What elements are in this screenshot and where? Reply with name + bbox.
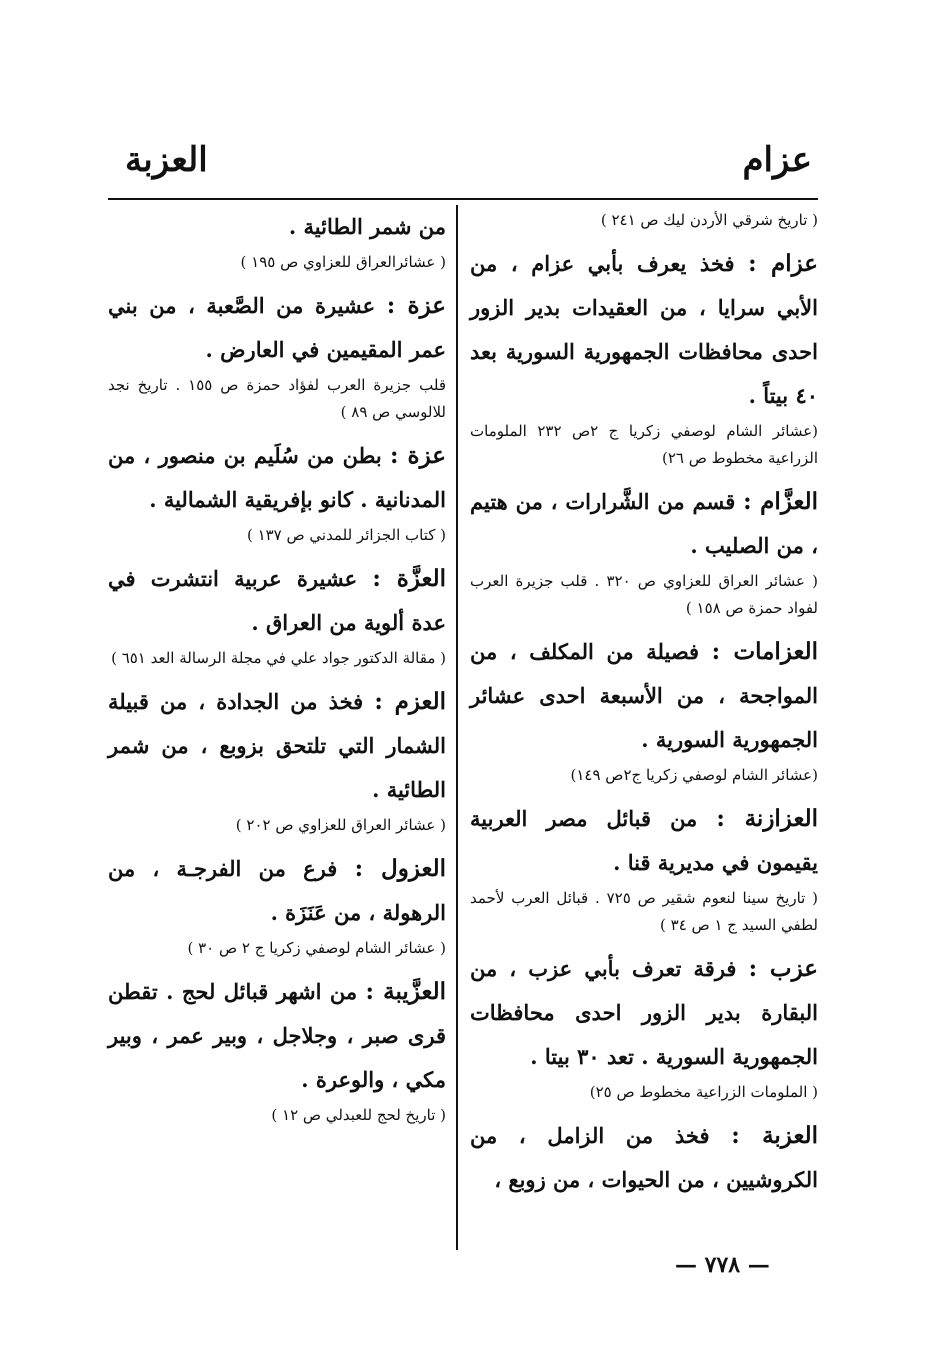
right-column [470,205,818,1202]
entry-al-azziba [108,970,446,1129]
reference-citation: ( تاريخ لحج للعبدلي ص ١٢ ) [271,1106,446,1124]
entry-al-izza [108,557,446,672]
entry-headword: عزة : [386,292,446,319]
entry-azzam [470,242,818,472]
entry-izza-2 [108,434,446,549]
reference-citation: ( تاريخ سينا لنعوم شقير ص ٧٢٥ . قبائل العرب لأحمد لطفي السيد ج ١ ص ٣٤ ) [470,889,818,934]
header-rule [108,198,818,200]
entry-text: عشيرة عربية انتشرت في عدة ألوية من العراق . [108,566,446,635]
reference-citation: ( عشائر العراق للعزاوي ص ٢٠٢ ) [235,816,446,834]
entry-text: بطن من سُلَيم بن منصور ، من المدنانية . كانو بإفريقية الشمالية . [108,443,446,512]
entry-text: عشيرة من الصَّعبة ، من بني عمر المقيمين في العارض . [108,293,446,362]
header-entry-word-left: العزبة [125,140,208,180]
entry-text: فخذ من الجدادة ، من قبيلة الشمار التي تلتحق بزوبع ، من شمر الطائية . [108,689,446,802]
entry-headword: العزامات : [711,638,819,665]
header-entry-word-right: عزام [742,140,812,180]
entry-headword: العزول : [354,855,447,882]
entry-headword: العزَّيبة : [365,978,447,1005]
entry-al-azzamat [470,630,818,789]
entry-headword: عزة : [390,442,447,469]
entry-text: فرع من الفرجـة ، من الرهولة ، من عَنَزَة . [108,856,446,925]
entry-al-azazna [470,797,818,939]
entry-al-azzam [470,480,818,622]
entry-headword: عزام : [748,250,818,277]
entry-azab [470,947,818,1106]
entry-text: فخذ يعرف بأبي عزام ، من الأبي سرايا ، من العقيدات بدير الزور احدى محافظات الجمهورية السورية بعد ٤٠ بيتاً . [470,251,818,408]
entry-headword: العزبة : [731,1122,818,1149]
entry-izza-1 [108,284,446,426]
entry-headword: العزَّة : [372,565,446,592]
reference-citation: ( مقالة الدكتور جواد علي في مجلة الرسالة العد ٦٥١ ) [111,649,446,667]
entry-headword: العزازنة : [716,805,818,832]
column-divider [456,205,458,1250]
entry-text: من اشهر قبائل لحج . تقطن قرى صبر ، وجلاجل ، وبير عمر ، وبير مكي ، والوعرة . [108,979,446,1092]
reference-citation: ( عشائرالعراق للعزاوي ص ١٩٥ ) [240,253,446,271]
entry-text: من قبائل مصر العربية يقيمون في مديرية قنا . [470,806,818,875]
reference-citation: قلب جزيرة العرب لفؤاد حمزة ص ١٥٥ . تاريخ نجد للالوسي ص ٨٩ ) [108,376,446,421]
reference-citation: ( عشائر العراق للعزاوي ص ٣٢٠ . قلب جزيرة العرب لفواد حمزة ص ١٥٨ ) [470,572,819,617]
reference-citation: (عشائر الشام لوصفي زكريا ج ٢ص ٢٣٢ الملومات الزراعية مخطوط ص ٢٦) [470,422,819,467]
entry-headword: عزب : [748,955,818,982]
entry-al-azoul [108,847,446,962]
reference-citation: ( تاريخ شرقي الأردن ليك ص ٢٤١ ) [600,211,818,229]
entry-continuation [108,205,446,276]
reference-citation: ( عشائر الشام لوصفي زكريا ج ٢ ص ٣٠ ) [187,939,446,957]
entry-al-azm [108,680,446,839]
entry-text: قسم من الشَّرارات ، من هتيم ، من الصليب . [470,489,818,558]
left-column [108,205,446,1137]
reference-citation: ( الملومات الزراعية مخطوط ص ٢٥) [589,1083,818,1101]
reference-citation: (عشائر الشام لوصفي زكريا ج٢ص ١٤٩) [570,766,818,784]
reference-citation: ( كتاب الجزائر للمدني ص ١٣٧ ) [246,526,446,544]
entry-al-azba [470,1114,818,1202]
entry-text: من شمر الطائية . [288,214,446,239]
page-number: — ٧٧٨ — [675,1252,770,1278]
entry-text: فرقة تعرف بأبي عزب ، من البقارة بدير الزور احدى محافظات الجمهورية السورية . تعد ٣٠ بيتا . [470,956,818,1069]
entry-text: فخذ من الزامل ، من الكروشيين ، من الحيوات ، من زوبع ، [470,1123,818,1192]
entry-headword: العزَّام : [743,488,819,515]
entry-text: فصيلة من المكلف ، من المواجحة ، من الأسبعة احدى عشائر الجمهورية السورية . [470,639,818,752]
entry-headword: العزم : [374,688,447,715]
